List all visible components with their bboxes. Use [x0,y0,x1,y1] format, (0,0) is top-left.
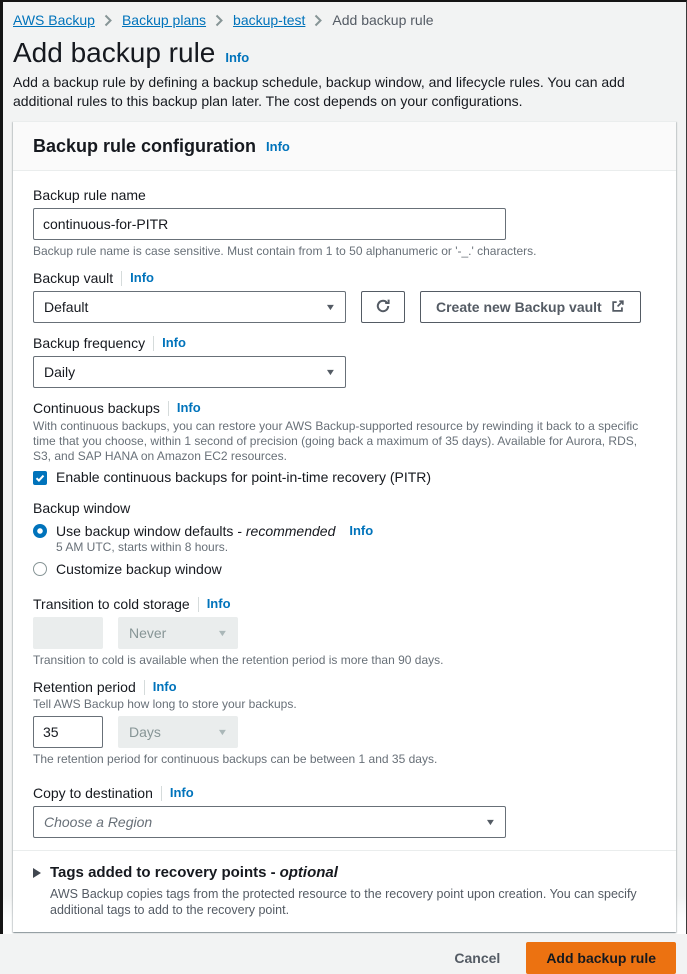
cold-storage-helper: Transition to cold is available when the retention period is more than 90 days. [33,653,444,667]
backup-rule-name-input[interactable] [33,208,506,240]
breadcrumb [3,2,686,28]
backup-frequency-select[interactable] [33,356,346,388]
continuous-backups-label: Continuous backups [33,400,160,416]
backup-window-defaults-option [33,523,656,539]
field-retention-period [33,679,656,766]
divider [121,271,122,286]
cold-storage-label: Transition to cold storage [33,596,190,612]
field-continuous-backups [33,400,656,486]
breadcrumb-current: Add backup rule [332,12,434,28]
tags-section [13,851,676,932]
backup-window-defaults-label: Use backup window defaults - recommended [56,523,336,539]
backup-frequency-selected-value: Daily [44,364,76,380]
chevron-right-icon [215,14,224,27]
divider [161,786,162,801]
continuous-backups-description: With continuous backups, you can restore your AWS Backup-supported resource by rewinding it back to a specific time that you choose, within 1 second of precision (going back a maximum of 35 days). Available for Aurora, RDS, S3, and SAP HANA on Amazon EC2 resources. [33,419,639,463]
chevron-down-icon: ▼ [216,628,229,638]
cold-storage-number-input [33,617,103,649]
backup-vault-label: Backup vault [33,270,114,286]
chevron-down-icon: ▼ [324,302,337,312]
refresh-vaults-button[interactable] [361,291,405,323]
card-header [13,122,676,171]
add-backup-rule-button[interactable]: Add backup rule [526,942,676,974]
field-backup-vault [33,270,656,323]
copy-to-destination-label: Copy to destination [33,785,153,801]
field-cold-storage [33,596,656,667]
copy-to-destination-info-link[interactable]: Info [169,785,194,800]
divider [144,680,145,695]
continuous-backups-info-link[interactable]: Info [176,400,201,415]
expand-caret-icon [33,868,41,878]
footer-actions [3,932,686,974]
divider [153,336,154,351]
create-new-backup-vault-label: Create new Backup vault [436,299,602,315]
divider [198,597,199,612]
page-title: Add backup rule [13,37,216,68]
retention-period-helper: The retention period for continuous backups can be between 1 and 35 days. [33,752,438,766]
backup-rule-configuration-card [13,121,676,932]
cold-storage-info-link[interactable]: Info [206,596,231,611]
field-copy-to-destination [33,785,656,838]
backup-rule-name-helper: Backup rule name is case sensitive. Must contain from 1 to 50 alphanumeric or '-_.' characters. [33,244,537,258]
customize-backup-window-label: Customize backup window [56,561,222,577]
backup-vault-select[interactable] [33,291,346,323]
card-title: Backup rule configuration [33,136,257,156]
chevron-right-icon [104,14,113,27]
backup-rule-name-label: Backup rule name [33,187,146,203]
backup-frequency-label: Backup frequency [33,335,146,351]
field-backup-window [33,500,656,577]
cold-storage-unit-value: Never [129,625,167,641]
chevron-down-icon: ▼ [484,817,497,827]
chevron-down-icon: ▼ [324,367,337,377]
backup-vault-info-link[interactable]: Info [130,270,154,285]
copy-to-destination-select[interactable] [33,806,506,838]
retention-period-description: Tell AWS Backup how long to store your backups. [33,697,297,711]
tags-section-title: Tags added to recovery points - optional [50,864,338,881]
breadcrumb-link-backup-plans[interactable]: Backup plans [121,12,207,28]
customize-backup-window-option [33,561,656,577]
pitr-checkbox-label: Enable continuous backups for point-in-time recovery (PITR) [56,469,432,485]
backup-window-defaults-sub: 5 AM UTC, starts within 8 hours. [56,540,229,554]
field-backup-frequency [33,335,656,388]
divider [168,401,169,416]
enable-pitr-checkbox-row [33,469,656,486]
tags-section-description: AWS Backup copies tags from the protected resource to the recovery point upon creation. You can specify additional tags to add to the recovery point. [50,887,637,917]
card-title-info-link[interactable]: Info [266,138,290,154]
refresh-icon [375,298,391,317]
cancel-button[interactable]: Cancel [454,950,501,966]
page-description: Add a backup rule by defining a backup schedule, backup window, and lifecycle rules. You can add additional rules to this backup plan later. The cost depends on your configurations. [13,74,625,109]
cold-storage-unit-select [118,617,238,649]
retention-period-unit-select [118,716,238,748]
retention-period-number-input[interactable] [33,716,103,748]
tags-expander[interactable] [33,864,656,882]
backup-window-defaults-radio[interactable] [33,524,47,538]
create-new-backup-vault-button[interactable] [420,291,641,323]
breadcrumb-link-aws-backup[interactable]: AWS Backup [13,12,95,28]
backup-window-label: Backup window [33,500,131,516]
customize-backup-window-radio[interactable] [33,562,47,576]
retention-period-label: Retention period [33,679,136,695]
retention-period-info-link[interactable]: Info [152,679,177,694]
chevron-down-icon: ▼ [216,727,229,737]
field-backup-rule-name [33,187,656,258]
backup-vault-selected-value: Default [44,299,89,315]
backup-frequency-info-link[interactable]: Info [162,335,186,350]
pitr-checkbox[interactable] [33,471,47,485]
breadcrumb-link-backup-test[interactable]: backup-test [233,12,306,28]
copy-to-destination-placeholder: Choose a Region [44,814,153,830]
external-link-icon [611,299,625,316]
page-title-info-link[interactable]: Info [225,50,250,65]
chevron-right-icon [314,14,323,27]
backup-window-defaults-info-link[interactable]: Info [349,523,374,538]
retention-period-unit-value: Days [129,724,161,740]
